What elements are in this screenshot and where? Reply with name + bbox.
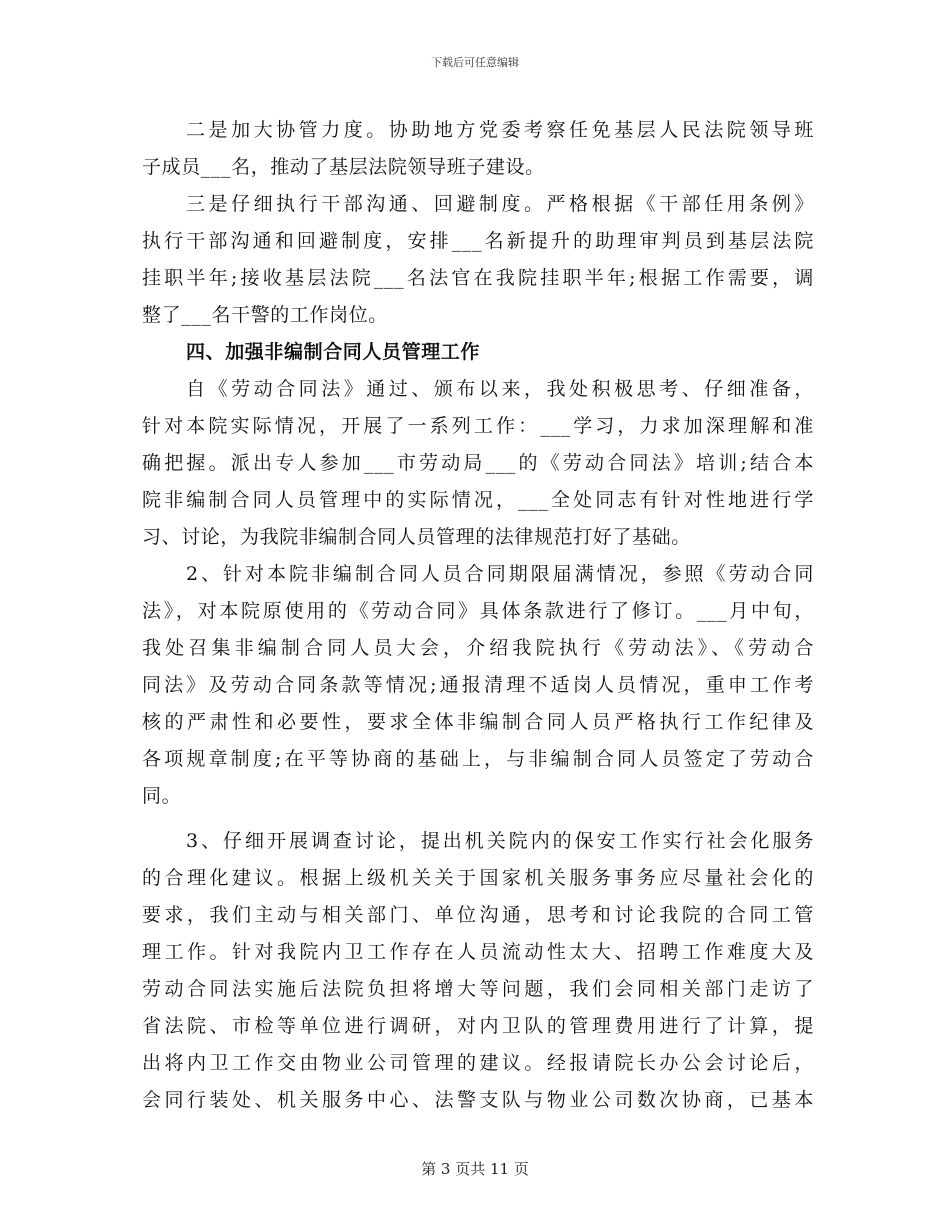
paragraph-line: 2、针对本院非编制合同人员合同期限届满情况，参照《劳动合同 (186, 563, 814, 585)
section-heading: 四、加强非编制合同人员管理工作 (186, 341, 481, 363)
paragraph-line: 同法》及劳动合同条款等情况;通报清理不适岗人员情况，重申工作考 (142, 674, 814, 696)
paragraph-line: 同。 (142, 785, 182, 807)
paragraph-line: 的合理化建议。根据上级机关关于国家机关服务事务应尽量社会化的 (142, 867, 814, 889)
paragraph-line: 三是仔细执行干部沟通、回避制度。严格根据《干部任用条例》 (186, 193, 814, 215)
paragraph-line: 院非编制合同人员管理中的实际情况，___全处同志有针对性地进行学 (142, 489, 814, 511)
paragraph-line: 会同行装处、机关服务中心、法警支队与物业公司数次协商，已基本 (142, 1089, 814, 1111)
paragraph-line: 执行干部沟通和回避制度，安排___名新提升的助理审判员到基层法院 (142, 230, 814, 252)
paragraph-line: 劳动合同法实施后法院负担将增大等问题，我们会同相关部门走访了 (142, 978, 814, 1000)
paragraph-line: 挂职半年;接收基层法院___名法官在我院挂职半年;根据工作需要，调 (142, 267, 814, 289)
paragraph-line: 二是加大协管力度。协助地方党委考察任免基层人民法院领导班 (186, 119, 814, 141)
paragraph-line: 核的严肃性和必要性，要求全体非编制合同人员严格执行工作纪律及 (142, 711, 814, 733)
paragraph-line: 理工作。针对我院内卫工作存在人员流动性太大、招聘工作难度大及 (142, 941, 814, 963)
paragraph-line: 我处召集非编制合同人员大会，介绍我院执行《劳动法》、《劳动合 (142, 637, 814, 659)
paragraph-line: 针对本院实际情况，开展了一系列工作：___学习，力求加深理解和准 (142, 415, 814, 437)
paragraph-line: 3、仔细开展调查讨论，提出机关院内的保安工作实行社会化服务 (186, 830, 814, 852)
paragraph-line: 习、讨论，为我院非编制合同人员管理的法律规范打好了基础。 (142, 526, 691, 548)
paragraph-line: 各项规章制度;在平等协商的基础上，与非编制合同人员签定了劳动合 (142, 748, 814, 770)
paragraph-line: 自《劳动合同法》通过、颁布以来，我处积极思考、仔细准备， (186, 378, 814, 400)
header-note: 下载后可任意编辑 (431, 56, 519, 69)
paragraph-line: 省法院、市检等单位进行调研，对内卫队的管理费用进行了计算，提 (142, 1015, 814, 1037)
page-number: 第 3 页共 11 页 (421, 1160, 529, 1178)
paragraph-line: 法》，对本院原使用的《劳动合同》具体条款进行了修订。___月中旬， (142, 600, 814, 622)
paragraph-line: 要求，我们主动与相关部门、单位沟通，思考和讨论我院的合同工管 (142, 904, 814, 926)
paragraph-line: 出将内卫工作交由物业公司管理的建议。经报请院长办公会讨论后， (142, 1052, 814, 1074)
paragraph-line: 子成员___名，推动了基层法院领导班子建设。 (142, 156, 545, 178)
paragraph-line: 整了___名干警的工作岗位。 (142, 304, 388, 326)
paragraph-gap (142, 815, 814, 823)
document-body (142, 112, 814, 1119)
paragraph-line: 确把握。派出专人参加___市劳动局___的《劳动合同法》培训;结合本 (142, 452, 814, 474)
